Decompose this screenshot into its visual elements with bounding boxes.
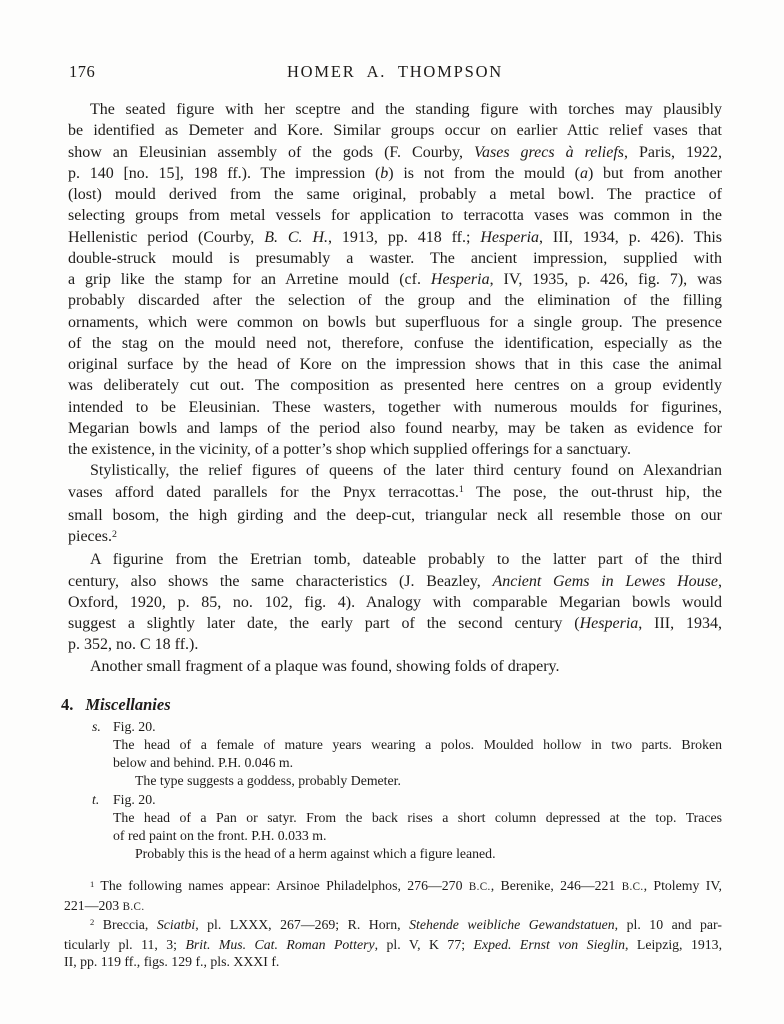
running-head: HOMER A. THOMPSON bbox=[286, 62, 504, 81]
text-line: The head of a Pan or satyr. From the back rises a short column depressed at the top. Traces bbox=[113, 809, 722, 825]
catalog-item-s bbox=[68, 718, 722, 791]
text-line: Stylistically, the relief figures of queens of the later third century found on Alexandrian bbox=[90, 462, 722, 480]
text-line: the existence, in the vicinity, of a potter’s shop which supplied offerings for a sanctuary. bbox=[68, 441, 631, 458]
figure-reference: Fig. 20. bbox=[113, 791, 156, 807]
catalog-item-letter: s. bbox=[92, 718, 101, 734]
catalog bbox=[68, 718, 722, 864]
text-line: probably discarded after the selection of the group and the elimination of the filling bbox=[68, 292, 722, 310]
text-line: vases afford dated parallels for the Pnyx terracottas.$^1$ The pose, the out-thrust hip, the bbox=[68, 483, 722, 501]
text-line: Hellenistic period (Courby, B. C. H., 1913, pp. 418 ff.; Hesperia, III, 1934, p. 426). This bbox=[68, 228, 723, 246]
section-heading bbox=[61, 694, 722, 715]
catalog-item-note bbox=[113, 772, 722, 790]
text-line: ticularly pl. 11, 3; Brit. Mus. Cat. Roman Pottery, pl. V, K 77; Exped. Ernst von Sieglin, Leipzig, 1913, bbox=[64, 936, 723, 952]
text-line: The type suggests a goddess, probably Demeter. bbox=[135, 773, 401, 789]
text-line: of red paint on the front. P.H. 0.033 m. bbox=[113, 827, 327, 843]
text-line: below and behind. P.H. 0.046 m. bbox=[113, 755, 294, 771]
text-line: original surface by the head of Kore on the impression shows that in this case the animal bbox=[68, 356, 722, 373]
text-line: was deliberately cut out. The composition as presented here centres on a group evidently bbox=[68, 377, 722, 395]
text-line: The head of a female of mature years wearing a polos. Moulded hollow in two parts. Broken bbox=[113, 736, 722, 752]
text-line: selecting groups from metal vessels for application to terracotta vases was common in the bbox=[68, 207, 722, 225]
paragraph-4 bbox=[68, 656, 722, 677]
text-line: double-struck mould is presumably a waster. The ancient impression, supplied with bbox=[68, 249, 722, 267]
text-line: $^2$ Breccia, Sciatbi, pl. LXXX, 267—269; R. Horn, Stehende weibliche Gewandstatuen, pl. 10 and par- bbox=[90, 917, 722, 933]
text-line: a grip like the stamp for an Arretine mould (cf. Hesperia, IV, 1935, p. 426, fig. 7), was bbox=[68, 271, 722, 288]
text-line: Another small fragment of a plaque was found, showing folds of drapery. bbox=[90, 657, 560, 675]
text-line: century, also shows the same characteristics (J. Beazley, Ancient Gems in Lewes House, bbox=[68, 572, 722, 590]
text-line: Megarian bowls and lamps of the period also found nearby, may be taken as evidence for bbox=[68, 419, 722, 437]
paragraph-3 bbox=[68, 549, 722, 655]
page-content bbox=[61, 61, 723, 970]
section-title: Miscellanies bbox=[85, 694, 171, 714]
text-line: (lost) mould derived from the same original, probably a metal bowl. The practice of bbox=[68, 186, 722, 203]
text-line: be identified as Demeter and Kore. Similar groups occur on earlier Attic relief vases that bbox=[68, 122, 722, 140]
text-line: ornaments, which were common on bowls but superfluous for a single group. The presence bbox=[68, 313, 722, 331]
text-line: A figurine from the Eretrian tomb, dateable probably to the latter part of the third bbox=[90, 551, 722, 569]
catalog-item-letter: t. bbox=[92, 791, 100, 807]
text-line: suggest a slightly later date, the early part of the second century (Hesperia, III, 1934, bbox=[68, 615, 723, 632]
text-line: show an Eleusinian assembly of the gods (F. Courby, Vases grecs à reliefs, Paris, 1922, bbox=[68, 143, 722, 161]
page-number: 176 bbox=[69, 62, 96, 81]
footnotes bbox=[64, 877, 722, 970]
text-line: 221—203 B.C. bbox=[64, 897, 145, 913]
catalog-item-t bbox=[68, 791, 722, 864]
figure-reference: Fig. 20. bbox=[113, 718, 156, 734]
footnote-1 bbox=[64, 877, 722, 916]
paragraph-1 bbox=[68, 99, 722, 460]
page-header bbox=[68, 61, 722, 82]
text-line: of the stag on the mould need not, therefore, confuse the identification, especially as the bbox=[68, 334, 722, 352]
body-text bbox=[68, 99, 722, 677]
text-line: $^1$ The following names appear: Arsinoe Philadelphos, 276—270 B.C., Berenike, 246—221 B.C., Ptolemy IV, bbox=[90, 878, 722, 894]
text-line: p. 140 [no. 15], 198 ff.). The impression (b) is not from the mould (a) but from another bbox=[68, 164, 722, 182]
text-line: p. 352, no. C 18 ff.). bbox=[68, 636, 199, 654]
catalog-item-description bbox=[113, 736, 722, 772]
catalog-item-note bbox=[113, 845, 722, 863]
text-line: The seated figure with her sceptre and the standing figure with torches may plausibly bbox=[90, 101, 722, 118]
footnote-2 bbox=[64, 916, 722, 970]
text-line: small bosom, the high girding and the deep-cut, triangular neck all resemble those on our bbox=[68, 506, 722, 524]
text-line: pieces.$^2$ bbox=[68, 528, 117, 545]
paragraph-2 bbox=[68, 460, 722, 549]
text-line: Probably this is the head of a herm against which a figure leaned. bbox=[135, 846, 496, 862]
section-number: 4. bbox=[61, 694, 74, 714]
catalog-item-description bbox=[113, 809, 722, 845]
text-line: intended to be Eleusinian. These wasters, together with numerous moulds for figurines, bbox=[68, 398, 722, 416]
text-line: Oxford, 1920, p. 85, no. 102, fig. 4). Analogy with comparable Megarian bowls would bbox=[68, 593, 722, 611]
text-line: II, pp. 119 ff., figs. 129 f., pls. XXXI f. bbox=[64, 954, 280, 969]
